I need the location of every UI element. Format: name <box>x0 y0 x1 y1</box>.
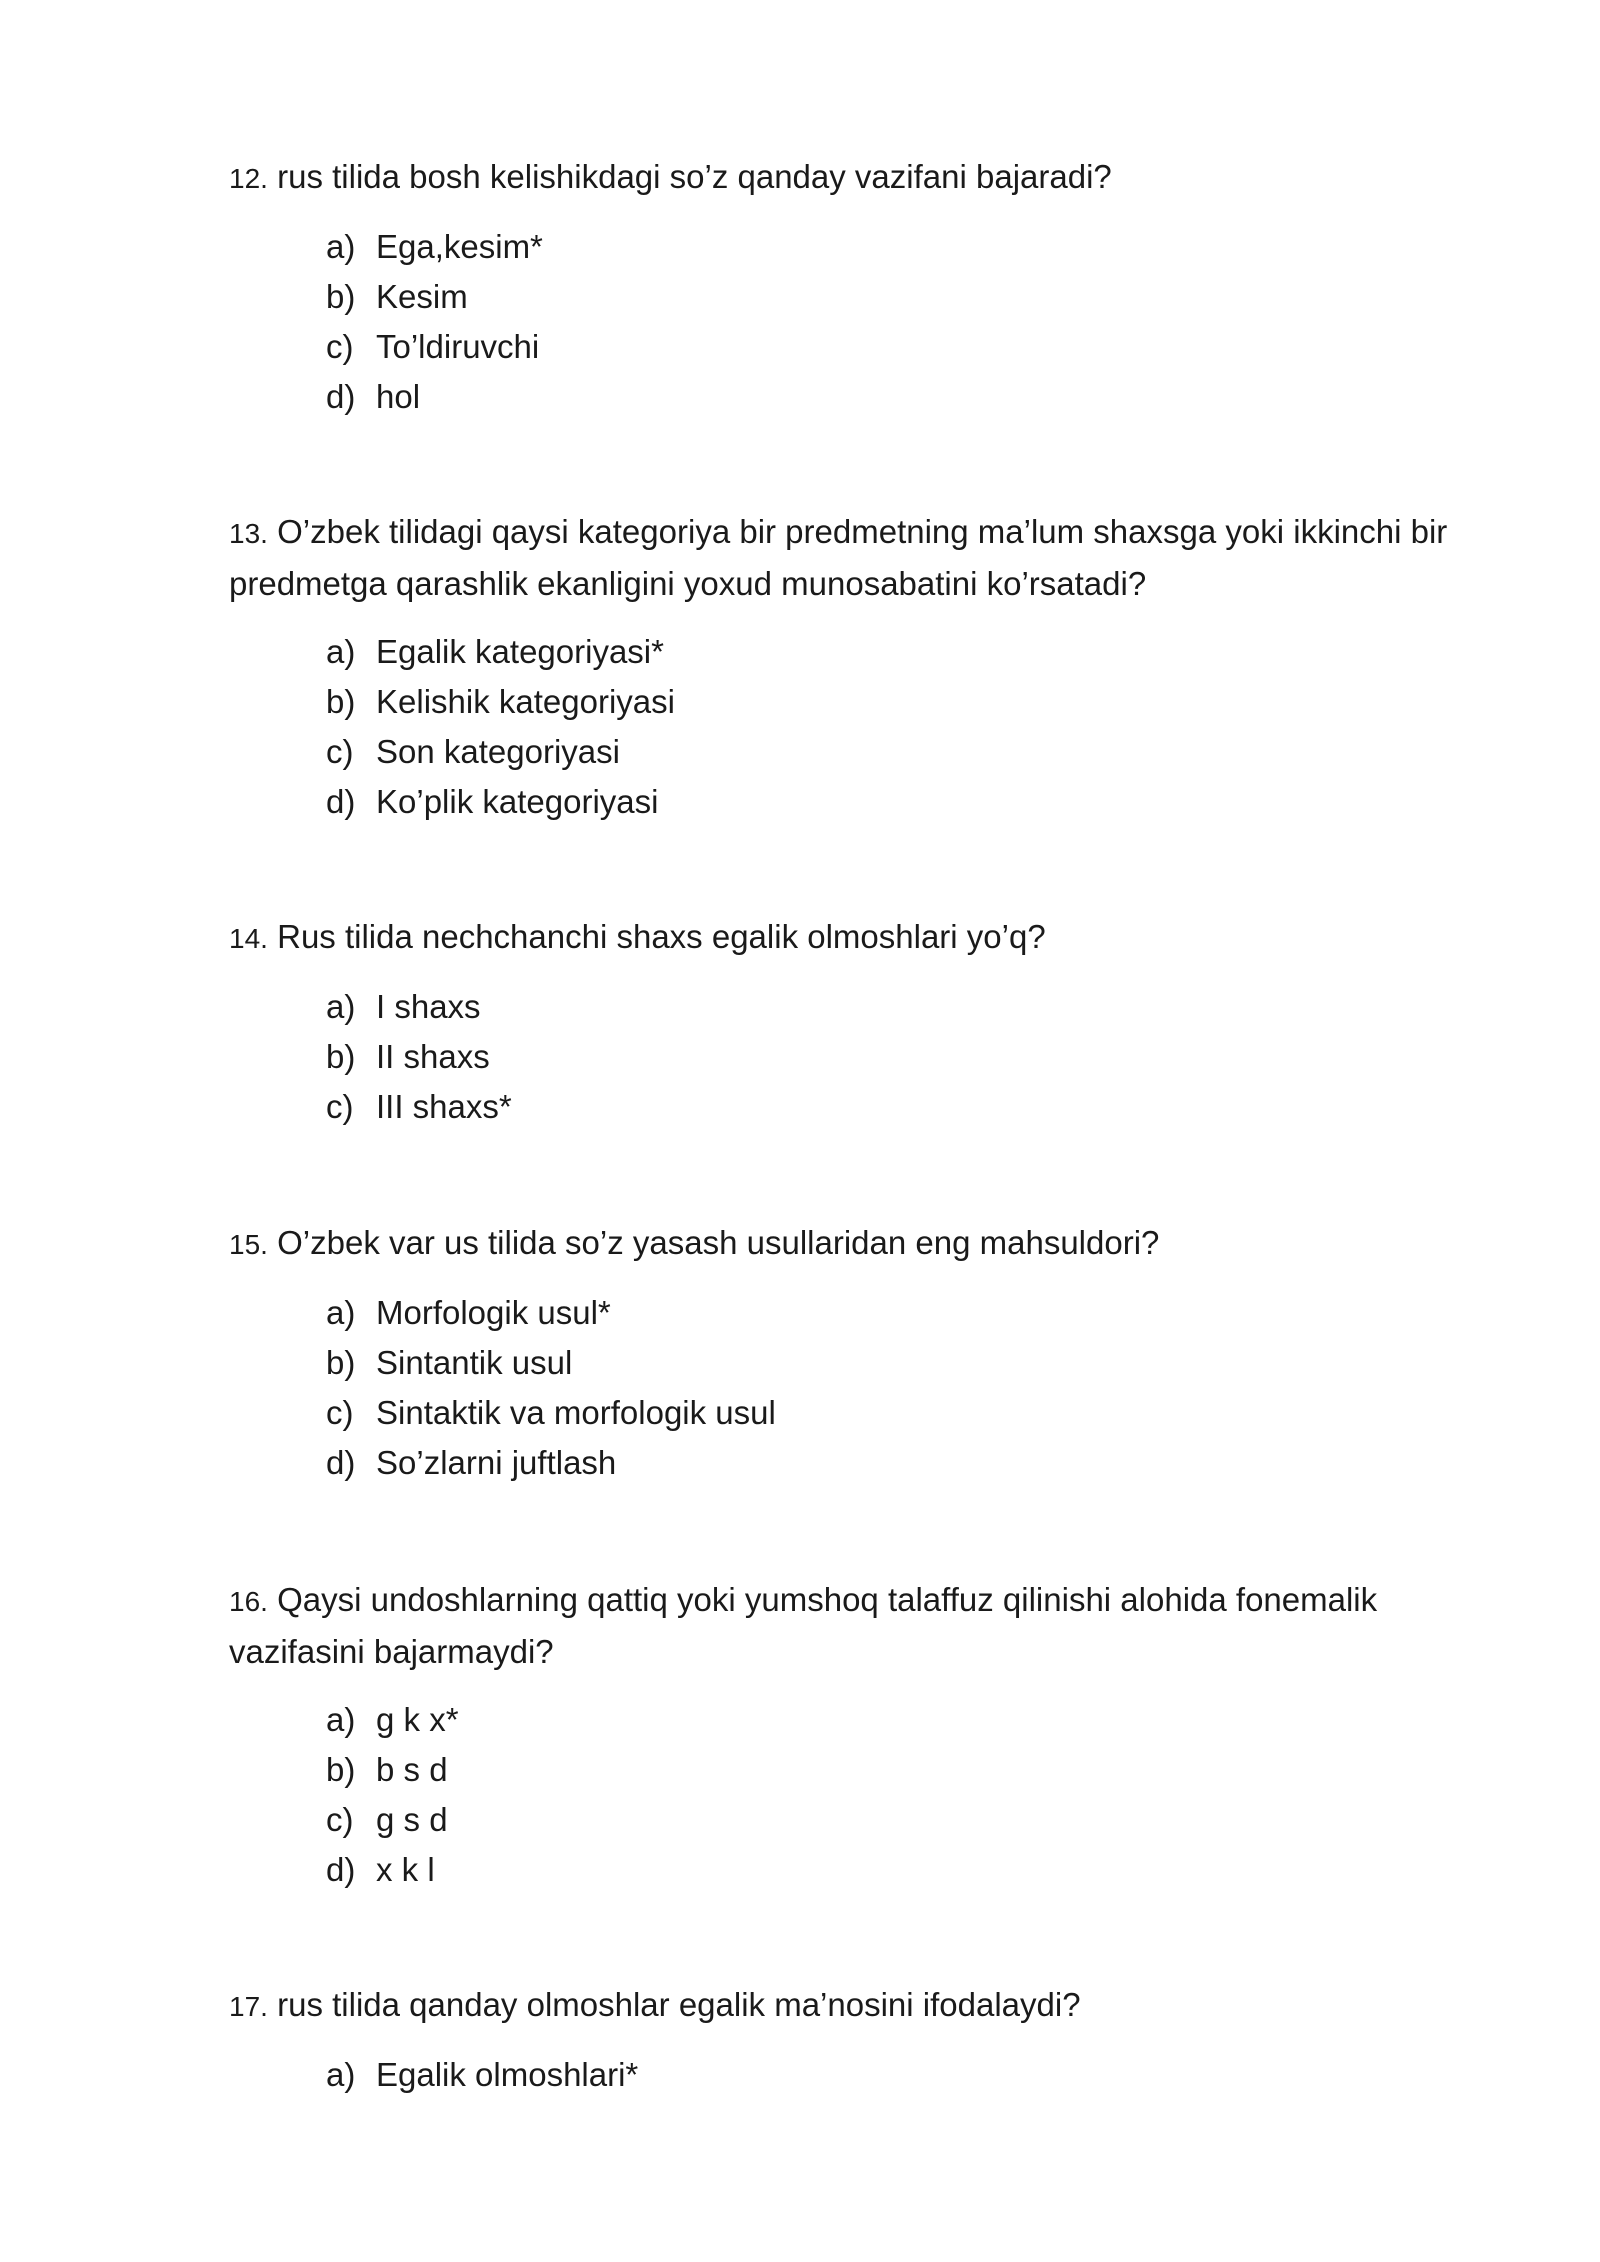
question-text <box>229 152 1479 204</box>
question-number: 12. <box>229 163 268 194</box>
option-text: Ega,kesim* <box>376 228 543 265</box>
option-a <box>326 2050 1479 2100</box>
option-text: Kelishik kategoriyasi <box>376 683 675 720</box>
option-text: III shaxs* <box>376 1088 512 1125</box>
question-prompt: O’zbek var us tilida so’z yasash usullaridan eng mahsuldori? <box>277 1224 1160 1261</box>
option-a <box>326 1288 1479 1338</box>
question-number: 16. <box>229 1586 268 1617</box>
option-b <box>326 1338 1479 1388</box>
option-text: So’zlarni juftlash <box>376 1444 617 1481</box>
option-letter: a) <box>326 228 356 265</box>
option-c <box>326 1795 1479 1845</box>
question-prompt: Rus tilida nechchanchi shaxs egalik olmoshlari yo’q? <box>277 918 1046 955</box>
question-16 <box>229 1575 1479 1895</box>
option-letter: b) <box>326 683 356 720</box>
question-prompt: rus tilida bosh kelishikdagi so’z qanday vazifani bajaradi? <box>277 158 1112 195</box>
option-list <box>229 627 1479 827</box>
option-text: Kesim <box>376 278 468 315</box>
option-b <box>326 677 1479 727</box>
option-text: Son kategoriyasi <box>376 733 620 770</box>
option-text: To’ldiruvchi <box>376 328 540 365</box>
question-number: 15. <box>229 1229 268 1260</box>
option-text: II shaxs <box>376 1038 490 1075</box>
option-letter: c) <box>326 328 354 365</box>
option-c <box>326 727 1479 777</box>
question-17 <box>229 1980 1479 2100</box>
option-letter: b) <box>326 1751 356 1788</box>
option-a <box>326 982 1479 1032</box>
option-letter: a) <box>326 1701 356 1738</box>
option-d <box>326 1845 1479 1895</box>
option-letter: b) <box>326 1344 356 1381</box>
option-letter: b) <box>326 278 356 315</box>
option-list <box>229 982 1479 1132</box>
question-number: 17. <box>229 1991 268 2022</box>
option-text: I shaxs <box>376 988 481 1025</box>
option-letter: c) <box>326 1801 354 1838</box>
option-text: Sintantik usul <box>376 1344 573 1381</box>
option-c <box>326 1388 1479 1438</box>
option-letter: c) <box>326 733 354 770</box>
option-letter: d) <box>326 1851 356 1888</box>
option-d <box>326 1438 1479 1488</box>
option-text: Ko’plik kategoriyasi <box>376 783 659 820</box>
question-number: 13. <box>229 518 268 549</box>
option-list <box>229 222 1479 422</box>
option-list <box>229 2050 1479 2100</box>
option-letter: d) <box>326 378 356 415</box>
option-b <box>326 272 1479 322</box>
option-list <box>229 1695 1479 1895</box>
option-text: Egalik kategoriyasi* <box>376 633 664 670</box>
option-text: g s d <box>376 1801 448 1838</box>
option-text: hol <box>376 378 421 415</box>
question-text <box>229 1980 1479 2032</box>
option-letter: d) <box>326 1444 356 1481</box>
option-letter: a) <box>326 633 356 670</box>
question-prompt: Qaysi undoshlarning qattiq yoki yumshoq talaffuz qilinishi alohida fonemalik vazifasini bajarmaydi? <box>229 1581 1378 1670</box>
option-letter: a) <box>326 988 356 1025</box>
question-15 <box>229 1218 1479 1488</box>
option-text: x k l <box>376 1851 435 1888</box>
option-text: b s d <box>376 1751 448 1788</box>
option-text: Morfologik usul* <box>376 1294 611 1331</box>
option-letter: c) <box>326 1394 354 1431</box>
option-letter: c) <box>326 1088 354 1125</box>
option-d <box>326 372 1479 422</box>
question-text <box>229 912 1479 964</box>
option-letter: a) <box>326 2056 356 2093</box>
question-prompt: O’zbek tilidagi qaysi kategoriya bir predmetning ma’lum shaxsga yoki ikkinchi bir predmetga qarashlik ekanligini yoxud munosabatini ko’rsatadi? <box>229 513 1448 602</box>
question-12 <box>229 152 1479 422</box>
option-text: Egalik olmoshlari* <box>376 2056 639 2093</box>
question-14 <box>229 912 1479 1132</box>
option-text: Sintaktik va morfologik usul <box>376 1394 776 1431</box>
option-c <box>326 322 1479 372</box>
question-text <box>229 1575 1479 1677</box>
option-letter: a) <box>326 1294 356 1331</box>
question-number: 14. <box>229 923 268 954</box>
option-letter: d) <box>326 783 356 820</box>
option-text: g k x* <box>376 1701 459 1738</box>
option-letter: b) <box>326 1038 356 1075</box>
option-b <box>326 1745 1479 1795</box>
option-b <box>326 1032 1479 1082</box>
option-a <box>326 222 1479 272</box>
option-c <box>326 1082 1479 1132</box>
option-a <box>326 1695 1479 1745</box>
question-text <box>229 507 1479 609</box>
option-d <box>326 777 1479 827</box>
option-a <box>326 627 1479 677</box>
option-list <box>229 1288 1479 1488</box>
question-prompt: rus tilida qanday olmoshlar egalik ma’nosini ifodalaydi? <box>277 1986 1081 2023</box>
question-13 <box>229 507 1479 827</box>
question-text <box>229 1218 1479 1270</box>
